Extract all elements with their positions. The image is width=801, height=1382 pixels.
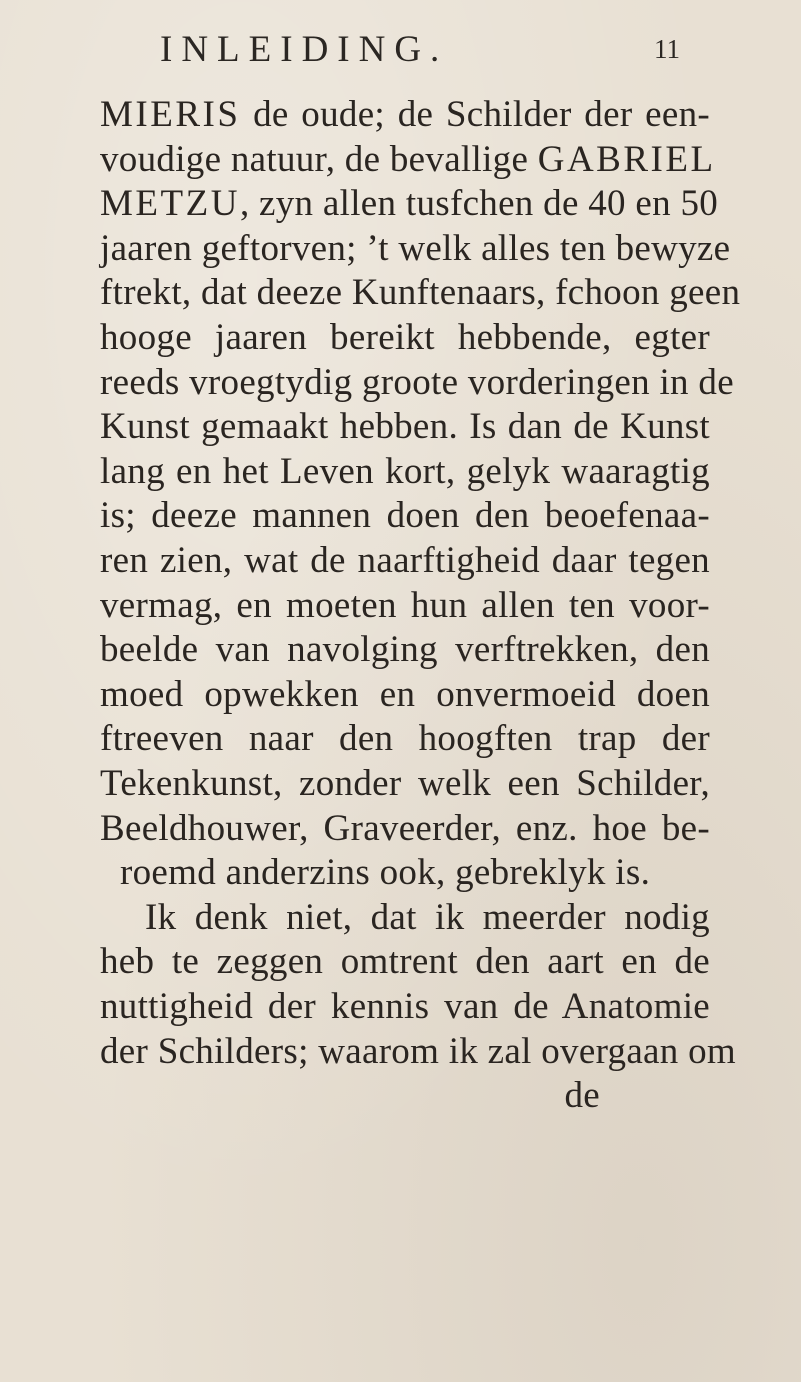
- text-line-21: nuttigheid der kennis van de Anatomie: [100, 986, 710, 1027]
- text-line-7: reeds vroegtydig groote vorderingen in de: [100, 361, 734, 403]
- text-line-5: ftrekt, dat deeze Kunftenaars, fchoon geen: [100, 272, 741, 314]
- text-line-9: lang en het Leven kort, gelyk waaragtig: [100, 450, 710, 492]
- text-line-22: der Schilders; waarom ik zal overgaan om: [100, 1030, 736, 1072]
- text-line-12: vermag, en moeten hun allen ten voor-: [100, 584, 710, 626]
- text-line-10: is; deeze mannen doen den beoefenaa-: [100, 495, 710, 537]
- text-line-17: Beeldhouwer, Graveerder, enz. hoe be-: [100, 807, 710, 849]
- text-line-15: ftreeven naar den hoogften trap der: [100, 718, 710, 760]
- text-line-14: moed opwekken en onvermoeid doen: [100, 673, 710, 715]
- text-line-1: MIERIS de oude; de Schilder der een-: [100, 94, 710, 135]
- text-line-4: jaaren geftorven; ’t welk alles ten bewyze: [100, 227, 731, 269]
- text-line-13: beelde van navolging verftrekken, den: [100, 629, 710, 671]
- text-line-2: voudige natuur, de bevallige GABRIEL: [100, 138, 716, 180]
- text-line-11: ren zien, wat de naarftigheid daar tegen: [100, 540, 710, 581]
- text-line-23: de: [564, 1075, 600, 1117]
- text-line-20: heb te zeggen omtrent den aart en de: [100, 941, 710, 983]
- text-line-18: roemd anderzins ook, gebreklyk is.: [120, 852, 651, 894]
- text-line-19: Ik denk niet, dat ik meerder nodig: [145, 896, 710, 938]
- text-line-8: Kunst gemaakt hebben. Is dan de Kunst: [100, 406, 710, 448]
- text-line-3: METZU, zyn allen tusfchen de 40 en 50: [100, 183, 719, 225]
- chapter-title: INLEIDING.: [160, 29, 449, 70]
- page-number: 11: [654, 34, 680, 64]
- text-line-16: Tekenkunst, zonder welk een Schilder,: [100, 763, 710, 804]
- text-line-6: hooge jaaren bereikt hebbende, egter: [100, 317, 710, 358]
